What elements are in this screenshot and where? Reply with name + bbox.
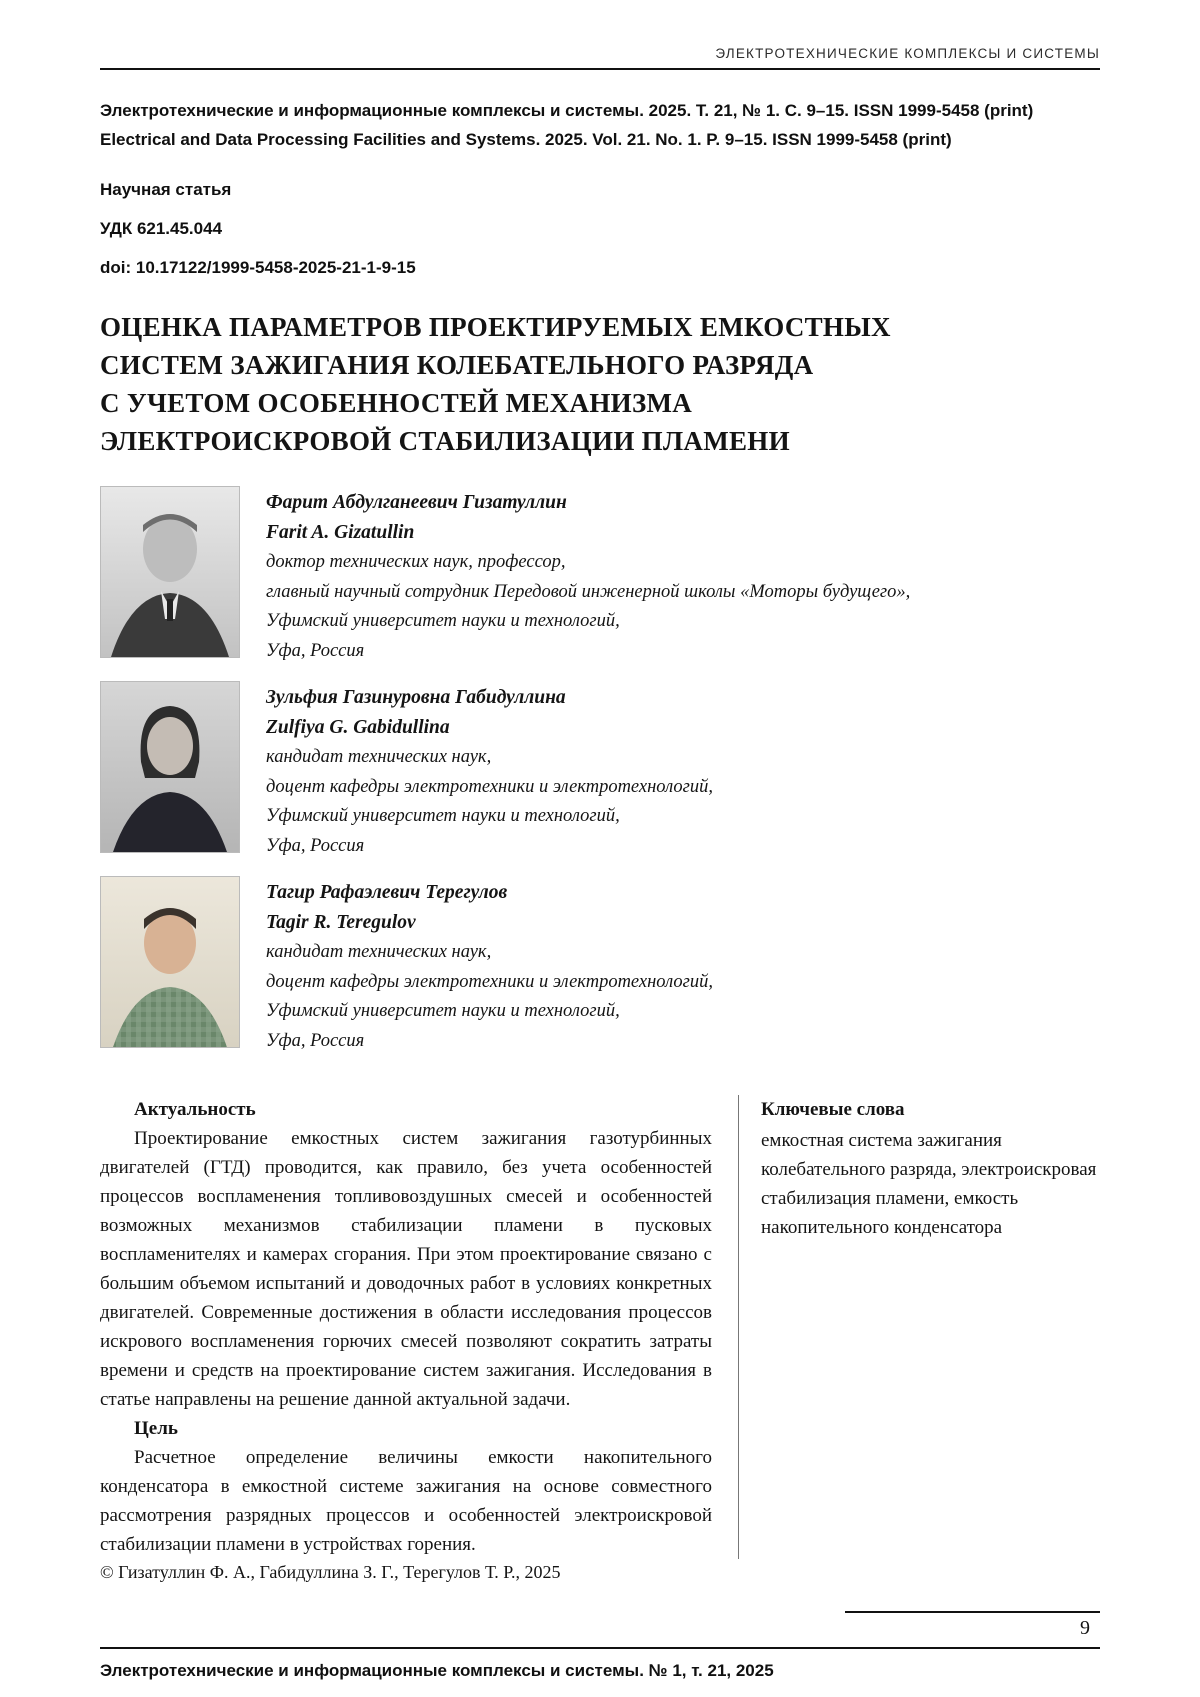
- article-title: [100, 308, 1100, 460]
- author-info: [266, 486, 910, 666]
- author-bio-line: Уфа, Россия: [266, 1030, 365, 1051]
- page-footer: [100, 1559, 1100, 1697]
- title-line: С УЧЕТОМ ОСОБЕННОСТЕЙ МЕХАНИЗМА: [100, 388, 693, 418]
- authors-section: [100, 486, 1100, 1071]
- author-name-en: Zulfiya G. Gabidullina: [266, 717, 450, 738]
- doi-line: [100, 258, 1100, 278]
- title-line: СИСТЕМ ЗАЖИГАНИЯ КОЛЕБАТЕЛЬНОГО РАЗРЯДА: [100, 350, 814, 380]
- author-info: [266, 681, 713, 861]
- author-bio-line: доцент кафедры электротехники и электротехнологий,: [266, 971, 713, 992]
- doi-label: doi:: [100, 258, 132, 277]
- author-name-ru: Тагир Рафаэлевич Терегулов: [266, 882, 508, 903]
- portrait-man-checked-shirt-icon: [101, 877, 239, 1047]
- footer-rule: [100, 1647, 1100, 1649]
- author-photo: [100, 681, 240, 853]
- udc-label: УДК: [100, 219, 133, 238]
- author-bio-line: Уфа, Россия: [266, 835, 365, 856]
- udc-line: [100, 219, 1100, 239]
- author-bio-line: кандидат технических наук,: [266, 942, 492, 962]
- author-block: [100, 486, 1100, 666]
- author-bio-line: Уфимский университет науки и технологий,: [266, 806, 620, 826]
- keywords-text: емкостная система зажигания колебательного разряда, электроискровая стабилизация пламени, емкость накопительного конденсатора: [761, 1130, 1097, 1238]
- abstract-column: [100, 1095, 712, 1559]
- author-photo: [100, 876, 240, 1048]
- keywords-heading: Ключевые слова: [761, 1099, 905, 1120]
- article-type: Научная статья: [100, 180, 232, 199]
- author-name-en: Farit A. Gizatullin: [266, 522, 415, 543]
- relevance-heading: Актуальность: [134, 1099, 256, 1120]
- author-bio-line: главный научный сотрудник Передовой инженерной школы «Моторы будущего»,: [266, 581, 911, 602]
- author-bio-line: кандидат технических наук,: [266, 747, 492, 767]
- author-photo: [100, 486, 240, 658]
- author-bio-line: Уфимский университет науки и технологий,: [266, 611, 620, 631]
- author-bio-line: Уфимский университет науки и технологий,: [266, 1001, 620, 1021]
- abstract-columns: [100, 1095, 1100, 1559]
- citation-en: Electrical and Data Processing Facilities and Systems. 2025. Vol. 21. No. 1. P. 9–15. ISSN 1999-5458 (print): [100, 130, 952, 149]
- doi-value: 10.17122/1999-5458-2025-21-1-9-15: [135, 258, 416, 277]
- article-meta: [100, 154, 1100, 278]
- author-bio-line: доцент кафедры электротехники и электротехнологий,: [266, 776, 713, 797]
- author-block: [100, 681, 1100, 861]
- citation-block: [100, 96, 1100, 154]
- title-line: ОЦЕНКА ПАРАМЕТРОВ ПРОЕКТИРУЕМЫХ ЕМКОСТНЫХ: [100, 312, 891, 342]
- journal-footer-line: Электротехнические и информационные комплексы и системы. № 1, т. 21, 2025: [100, 1661, 774, 1680]
- copyright-line: © Гизатуллин Ф. А., Габидуллина З. Г., Терегулов Т. Р., 2025: [100, 1562, 561, 1582]
- author-name-en: Tagir R. Teregulov: [266, 912, 416, 933]
- author-name-ru: Фарит Абдулганеевич Гизатуллин: [266, 492, 567, 513]
- citation-ru: Электротехнические и информационные комплексы и системы. 2025. Т. 21, № 1. С. 9–15. ISSN 1999-5458 (print): [100, 101, 1034, 120]
- running-head: ЭЛЕКТРОТЕХНИЧЕСКИЕ КОМПЛЕКСЫ И СИСТЕМЫ: [715, 46, 1100, 61]
- title-line: ЭЛЕКТРОИСКРОВОЙ СТАБИЛИЗАЦИИ ПЛАМЕНИ: [100, 426, 790, 456]
- portrait-woman-icon: [101, 682, 239, 852]
- relevance-text: Проектирование емкостных систем зажигания газотурбинных двигателей (ГТД) проводится, как правило, без учета особенностей процессов воспламенения топливовоздушных смесей и особенностей возможных механизмов стабилизации пламени в пусковых воспламенителях и камерах сгорания. При этом проектирование связано с большим объемом испытаний и доводочных работ в условиях конкретных двигателей. Современные достижения в области исследования процессов искрового воспламенения горючих смесей позволяют сократить затраты времени и средств на проектирование систем зажигания. Исследования в статье направлены на решение данной актуальной задачи.: [100, 1128, 712, 1410]
- udc-value: 621.45.044: [136, 219, 223, 238]
- author-block: [100, 876, 1100, 1056]
- author-info: [266, 876, 713, 1056]
- keywords-column: [738, 1095, 1100, 1559]
- portrait-man-mustache-icon: [101, 487, 239, 657]
- page-number: 9: [1080, 1617, 1090, 1639]
- author-bio-line: доктор технических наук, профессор,: [266, 552, 566, 572]
- header-rule: [100, 68, 1100, 70]
- goal-text: Расчетное определение величины емкости накопительного конденсатора в емкостной системе зажигания на основе совместного рассмотрения разрядных процессов и особенностей электроискровой стабилизации пламени в устройствах горения.: [100, 1447, 712, 1555]
- author-bio-line: Уфа, Россия: [266, 640, 365, 661]
- author-name-ru: Зульфия Газинуровна Габидуллина: [266, 687, 566, 708]
- goal-heading: Цель: [134, 1418, 178, 1439]
